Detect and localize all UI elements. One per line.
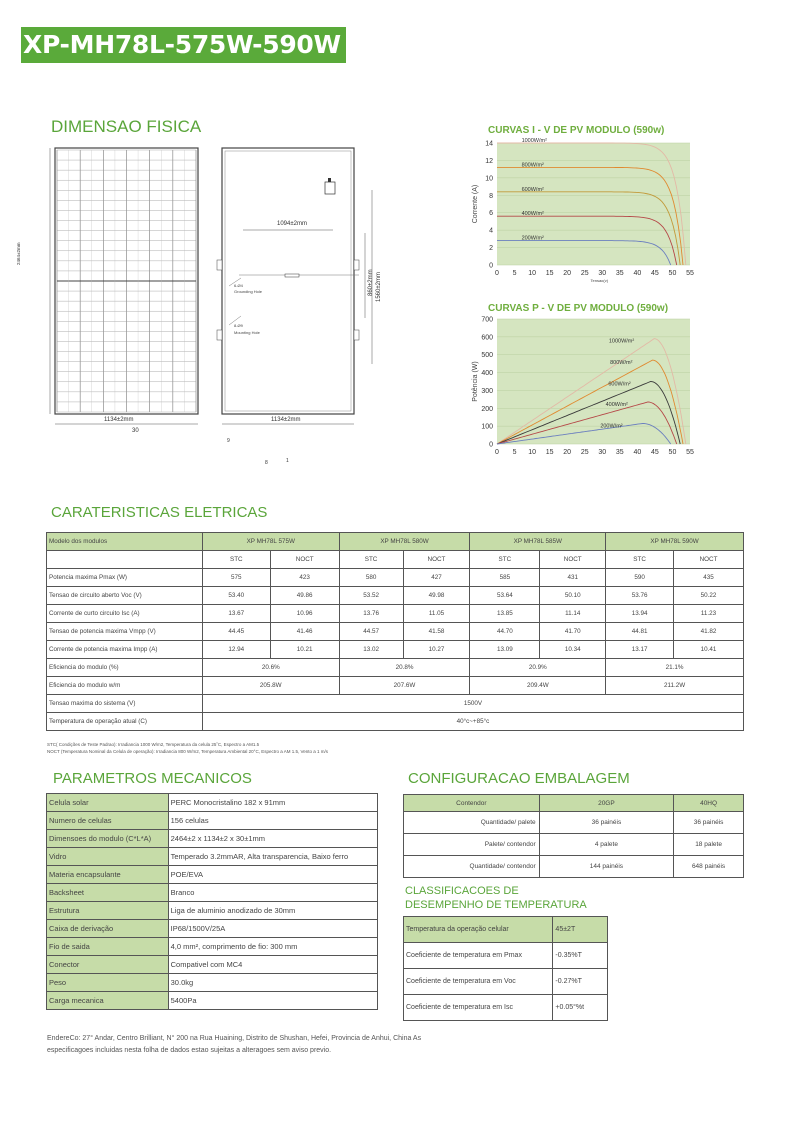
y-tick-label: 6 <box>489 210 493 218</box>
x-tick-label: 25 <box>580 270 589 277</box>
x-tick-label: 15 <box>545 270 554 277</box>
mechanical-value: 2464±2 x 1134±2 x 30±1mm <box>168 830 377 848</box>
back-inner-width-label: 1094±2mm <box>277 221 307 227</box>
electrical-cell: 44.81 <box>606 623 674 641</box>
x-tick-label: 0 <box>495 270 499 277</box>
mounting-hole-count: 8-Ø9 <box>234 323 243 328</box>
electrical-cell: 50.10 <box>540 587 606 605</box>
y-tick-label: 300 <box>481 387 493 395</box>
mechanical-value: Compativel com MC4 <box>168 956 377 974</box>
electrical-cell: 13.09 <box>470 641 540 659</box>
op-temp-label: Temperatura de operação atual (C) <box>47 713 203 731</box>
electrical-cell: 41.46 <box>270 623 339 641</box>
drawing-note-9: 9 <box>227 438 230 444</box>
packaging-row <box>404 812 744 834</box>
x-tick-label: 50 <box>668 449 677 456</box>
noct-label: NOCT <box>270 551 339 569</box>
mechanical-key: Numero de celulas <box>47 812 169 830</box>
electrical-row-label: Corrente de curto circuito Isc (A) <box>47 605 203 623</box>
electrical-row-label: Tensao de circuito aberto Voc (V) <box>47 587 203 605</box>
x-tick-label: 0 <box>495 449 499 456</box>
packaging-cell: 144 painéis <box>539 856 673 878</box>
electrical-cell: 13.67 <box>202 605 270 623</box>
front-thickness-label: 30 <box>132 428 139 434</box>
x-tick-label: 10 <box>528 449 536 456</box>
x-tick-label: 40 <box>633 449 642 456</box>
temperature-value: -0.27%T <box>553 969 608 995</box>
electrical-cell: 13.85 <box>470 605 540 623</box>
iv-chart <box>460 136 700 296</box>
stc-label: STC <box>606 551 674 569</box>
back-height-a-label: 860±2mm <box>368 269 374 296</box>
electrical-cell: 435 <box>674 569 744 587</box>
stc-label: STC <box>202 551 270 569</box>
packaging-cell: 36 painéis <box>674 812 744 834</box>
electrical-row <box>47 587 744 605</box>
mechanical-value: PERC Monocristalino 182 x 91mm <box>168 794 377 812</box>
electrical-cell: 50.22 <box>674 587 744 605</box>
y-tick-label: 2 <box>489 245 493 253</box>
back-width-label: 1134±2mm <box>271 417 301 423</box>
electrical-cell: 53.64 <box>470 587 540 605</box>
mechanical-row <box>47 866 378 884</box>
mechanical-key: Caixa de derivação <box>47 920 169 938</box>
mechanical-heading: PARAMETROS MECANICOS <box>53 770 252 787</box>
mechanical-key: Materia encapsulante <box>47 866 169 884</box>
pv-chart-title: CURVAS P - V DE PV MODULO (590w) <box>488 303 669 314</box>
temperature-header-value: 45±2T <box>553 917 608 943</box>
x-tick-label: 55 <box>686 270 694 277</box>
temperature-header-label: Temperatura da operação celular <box>404 917 553 943</box>
electrical-cell: 12.94 <box>202 641 270 659</box>
electrical-cell: 580 <box>339 569 403 587</box>
mechanical-table <box>46 793 378 1010</box>
packaging-header-cell: Contendor <box>404 795 540 812</box>
electrical-cell: 44.57 <box>339 623 403 641</box>
packaging-row <box>404 834 744 856</box>
mechanical-value: 30.0kg <box>168 974 377 992</box>
front-view-drawing <box>28 140 208 440</box>
electrical-table <box>46 532 744 731</box>
mechanical-row <box>47 830 378 848</box>
mechanical-value: POE/EVA <box>168 866 377 884</box>
electrical-cell: 590 <box>606 569 674 587</box>
electrical-cell: 13.02 <box>339 641 403 659</box>
series-label: 400W/m² <box>605 402 628 409</box>
mechanical-row <box>47 956 378 974</box>
page-title: XP-MH78L-575W-590W <box>21 27 346 63</box>
temperature-heading-line2: DESEMPENHO DE TEMPERATURA <box>405 899 587 911</box>
efficiency-wm-value: 209.4W <box>470 677 606 695</box>
efficiency-row <box>47 659 744 677</box>
electrical-cell: 53.76 <box>606 587 674 605</box>
packaging-heading: CONFIGURACAO EMBALAGEM <box>408 770 630 787</box>
op-temp-row <box>47 713 744 731</box>
efficiency-wm-value: 211.2W <box>606 677 744 695</box>
plot-area <box>497 143 690 265</box>
x-tick-label: 20 <box>563 270 572 277</box>
electrical-cell: 53.52 <box>339 587 403 605</box>
temperature-header-row <box>404 917 608 943</box>
electrical-subheader-row <box>47 551 744 569</box>
op-temp-value: 40°c~+85°c <box>202 713 743 731</box>
model-575: XP MH78L 575W <box>202 533 339 551</box>
electrical-cell: 427 <box>403 569 470 587</box>
model-label: Modelo dos modulos <box>47 533 203 551</box>
noct-label: NOCT <box>674 551 744 569</box>
model-585: XP MH78L 585W <box>470 533 606 551</box>
packaging-cell: 18 palete <box>674 834 744 856</box>
x-tick-label: 15 <box>545 449 554 456</box>
model-590: XP MH78L 590W <box>606 533 744 551</box>
footer-address: EndereCo: 27° Andar, Centro Brilliant, N° 200 na Rua Huaining, Distrito de Shushan, Hefei, Provincia de Anhui, China As <box>47 1035 422 1042</box>
packaging-table <box>403 794 744 878</box>
mechanical-row <box>47 884 378 902</box>
electrical-cell: 41.70 <box>540 623 606 641</box>
mechanical-value: Liga de aluminio anodizado de 30mm <box>168 902 377 920</box>
mechanical-row <box>47 794 378 812</box>
mechanical-key: Fio de saida <box>47 938 169 956</box>
temperature-value: +0.05°%t <box>553 995 608 1021</box>
y-tick-label: 4 <box>489 227 493 235</box>
y-axis-label: Potência (W) <box>472 361 479 402</box>
series-label: 200W/m² <box>600 423 623 430</box>
noct-note: NOCT (Temperatura Nominal da Celula de operação): Irradiancia 800 W/m2, Temperatura Ambiental 20°C, Espectro a AM 1.5, Vento a 1 m/s <box>47 749 329 754</box>
efficiency-wm-row <box>47 677 744 695</box>
y-tick-label: 0 <box>489 262 493 270</box>
mechanical-value: 156 celulas <box>168 812 377 830</box>
electrical-cell: 11.23 <box>674 605 744 623</box>
packaging-cell: 4 palete <box>539 834 673 856</box>
x-tick-label: 30 <box>598 449 607 456</box>
plot-area <box>497 319 690 444</box>
stc-label: STC <box>339 551 403 569</box>
electrical-cell: 44.70 <box>470 623 540 641</box>
mechanical-key: Dimensoes do modulo (C*L*A) <box>47 830 169 848</box>
electrical-cell: 10.96 <box>270 605 339 623</box>
efficiency-wm-value: 207.6W <box>339 677 470 695</box>
mechanical-row <box>47 938 378 956</box>
stc-note: STC( Condições de Teste Padrao): Irradiancia 1000 W/m2, Temperatura da celula 25˚C, Espectro a AM1.5 <box>47 742 260 747</box>
electrical-cell: 13.17 <box>606 641 674 659</box>
packaging-row <box>404 856 744 878</box>
x-tick-label: 35 <box>615 270 624 277</box>
series-label: 600W/m² <box>521 186 544 193</box>
x-tick-label: 30 <box>598 270 607 277</box>
electrical-cell: 10.41 <box>674 641 744 659</box>
mechanical-value: 4,0 mm², comprimento de fio: 300 mm <box>168 938 377 956</box>
electrical-cell: 431 <box>540 569 606 587</box>
temperature-label: Coeficiente de temperatura em Voc <box>404 969 553 995</box>
y-tick-label: 12 <box>485 157 493 165</box>
mechanical-key: Conector <box>47 956 169 974</box>
front-width-label: 1134±2mm <box>104 417 134 423</box>
temperature-heading-line1: CLASSIFICACOES DE <box>405 885 519 897</box>
x-tick-label: 5 <box>512 449 517 456</box>
stc-label: STC <box>470 551 540 569</box>
electrical-cell: 13.94 <box>606 605 674 623</box>
temperature-label: Coeficiente de temperatura em Isc <box>404 995 553 1021</box>
front-height-label: 2464±2mm <box>16 242 21 265</box>
electrical-cell: 13.76 <box>339 605 403 623</box>
y-tick-label: 0 <box>489 441 493 449</box>
electrical-heading: CARATERISTICAS ELETRICAS <box>51 504 268 521</box>
temperature-label: Coeficiente de temperatura em Pmax <box>404 943 553 969</box>
max-voltage-label: Tensao maxima do sistema (V) <box>47 695 203 713</box>
packaging-cell: Quantidade/ contendor <box>404 856 540 878</box>
mechanical-value: 5400Pa <box>168 992 377 1010</box>
max-voltage-value: 1500V <box>202 695 743 713</box>
packaging-cell: Palete/ contendor <box>404 834 540 856</box>
electrical-cell: 41.58 <box>403 623 470 641</box>
packaging-header-cell: 40HQ <box>674 795 744 812</box>
max-voltage-row <box>47 695 744 713</box>
electrical-cell: 575 <box>202 569 270 587</box>
electrical-cell: 10.21 <box>270 641 339 659</box>
series-label: 600W/m² <box>608 381 631 388</box>
mechanical-row <box>47 812 378 830</box>
mechanical-key: Vidro <box>47 848 169 866</box>
noct-label: NOCT <box>403 551 470 569</box>
electrical-row <box>47 641 744 659</box>
electrical-cell: 10.27 <box>403 641 470 659</box>
y-axis-label: Corrente (A) <box>472 184 479 224</box>
y-tick-label: 400 <box>481 370 493 378</box>
series-label: 1000W/m² <box>608 338 635 345</box>
x-tick-label: 55 <box>686 449 694 456</box>
electrical-cell: 44.45 <box>202 623 270 641</box>
y-tick-label: 500 <box>481 352 493 360</box>
electrical-row <box>47 605 744 623</box>
x-tick-label: 25 <box>580 449 589 456</box>
y-tick-label: 14 <box>485 140 493 148</box>
electrical-cell: 11.14 <box>540 605 606 623</box>
efficiency-value: 20.9% <box>470 659 606 677</box>
efficiency-value: 21.1% <box>606 659 744 677</box>
y-tick-label: 8 <box>489 192 493 200</box>
x-tick-label: 35 <box>615 449 624 456</box>
noct-label: NOCT <box>540 551 606 569</box>
electrical-cell: 49.86 <box>270 587 339 605</box>
electrical-cell: 423 <box>270 569 339 587</box>
temperature-table <box>403 916 608 1021</box>
series-label: 200W/m² <box>521 235 544 242</box>
electrical-row-label: Tensao de potencia maxima Vmpp (V) <box>47 623 203 641</box>
mechanical-row <box>47 992 378 1010</box>
electrical-cell: 49.98 <box>403 587 470 605</box>
mechanical-key: Peso <box>47 974 169 992</box>
x-tick-label: 50 <box>668 270 677 277</box>
mechanical-row <box>47 848 378 866</box>
mechanical-key: Estrutura <box>47 902 169 920</box>
temperature-value: -0.35%T <box>553 943 608 969</box>
iv-chart-title: CURVAS I - V DE PV MODULO (590w) <box>488 125 665 136</box>
electrical-header-row <box>47 533 744 551</box>
efficiency-wm-value: 205.8W <box>202 677 339 695</box>
model-580: XP MH78L 580W <box>339 533 470 551</box>
x-tick-label: 45 <box>651 270 659 277</box>
mechanical-row <box>47 902 378 920</box>
temperature-row <box>404 969 608 995</box>
series-label: 800W/m² <box>610 360 633 367</box>
grounding-hole-count: 6-Ø4 <box>234 283 243 288</box>
efficiency-value: 20.6% <box>202 659 339 677</box>
electrical-cell: 11.05 <box>403 605 470 623</box>
series-label: 1000W/m² <box>521 138 547 144</box>
mechanical-row <box>47 920 378 938</box>
efficiency-value: 20.8% <box>339 659 470 677</box>
mechanical-row <box>47 974 378 992</box>
temperature-row <box>404 943 608 969</box>
y-tick-label: 10 <box>485 175 493 183</box>
electrical-cell: 41.82 <box>674 623 744 641</box>
packaging-cell: 36 painéis <box>539 812 673 834</box>
y-tick-label: 600 <box>481 334 493 342</box>
packaging-header-cell: 20GP <box>539 795 673 812</box>
mechanical-value: Branco <box>168 884 377 902</box>
electrical-row-label: Potencia maxima Pmax (W) <box>47 569 203 587</box>
mounting-hole-label: Mounting Hole <box>234 330 260 335</box>
mechanical-key: Backsheet <box>47 884 169 902</box>
y-tick-label: 100 <box>481 423 493 431</box>
y-tick-label: 700 <box>481 316 493 324</box>
mechanical-value: Temperado 3.2mmAR, Alta transparencia, Baixo ferro <box>168 848 377 866</box>
mechanical-value: IP68/1500V/25A <box>168 920 377 938</box>
x-axis-label: Tensao(v) <box>590 278 609 283</box>
series-label: 400W/m² <box>521 211 544 218</box>
efficiency-wm-label: Eficiencia do modulo w/m <box>47 677 203 695</box>
back-height-b-label: 1560±2mm <box>376 272 382 302</box>
temperature-row <box>404 995 608 1021</box>
footer-disclaimer: especificagoes incluidas nesta folha de dados estao sujeitas a alteragoes sem aviso previo. <box>47 1047 332 1054</box>
x-tick-label: 40 <box>633 270 642 277</box>
x-tick-label: 20 <box>563 449 572 456</box>
grounding-hole-label: Grounding Hole <box>234 289 263 294</box>
pv-chart <box>460 312 700 462</box>
electrical-cell: 53.40 <box>202 587 270 605</box>
mechanical-key: Carga mecanica <box>47 992 169 1010</box>
temperature-heading <box>405 884 587 912</box>
electrical-cell: 10.34 <box>540 641 606 659</box>
drawing-note-1: 1 <box>286 458 289 464</box>
packaging-cell: Quantidade/ palete <box>404 812 540 834</box>
electrical-cell: 585 <box>470 569 540 587</box>
series-label: 800W/m² <box>521 162 544 169</box>
electrical-row-label: Corrente de potencia maxima Impp (A) <box>47 641 203 659</box>
packaging-cell: 648 painéis <box>674 856 744 878</box>
electrical-row <box>47 569 744 587</box>
x-tick-label: 45 <box>651 449 659 456</box>
packaging-header-row <box>404 795 744 812</box>
x-tick-label: 5 <box>512 270 517 277</box>
dimension-heading: DIMENSAO FISICA <box>51 117 202 136</box>
efficiency-label: Eficiencia do modulo (%) <box>47 659 203 677</box>
mechanical-key: Celula solar <box>47 794 169 812</box>
drawing-note-8: 8 <box>265 460 268 466</box>
x-tick-label: 10 <box>528 270 536 277</box>
electrical-row <box>47 623 744 641</box>
y-tick-label: 200 <box>481 405 493 413</box>
